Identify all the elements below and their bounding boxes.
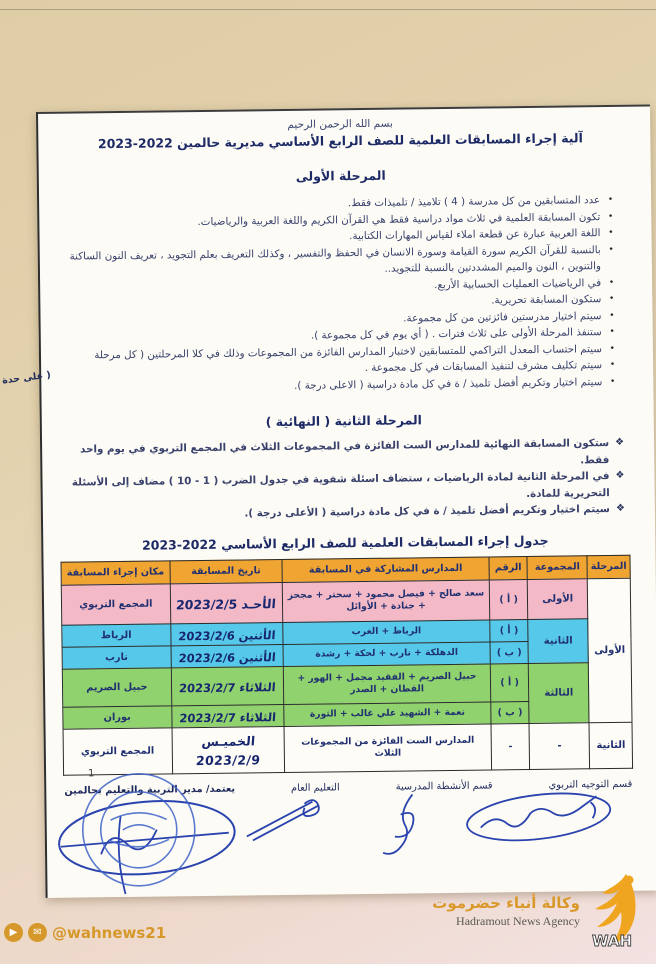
bullet-item: • بالنسبة للقرآن الكريم سورة القيامة وسورة الانسان في الحفظ والتفسير ، وكذلك التعريف بعلم التجويد ، تعريف النون الساكنة والتنوين ، النون والميم المشددتين بالنسبة للتجويد..: [66, 241, 614, 281]
agency-name-english: Hadramout News Agency: [456, 913, 580, 928]
label-guidance-dept: قسم التوجيه التربوي: [548, 778, 633, 791]
phase2-heading: المرحلة الثانية ( النهائية ): [265, 412, 422, 430]
phase2-bullet-list: [68, 435, 625, 524]
table-row: [61, 578, 630, 625]
date-cell: الثلاثاء 2023/2/7: [171, 704, 284, 727]
bullet-item: • سيتم اختيار مدرستين فائزتين من كل مجموعة.: [66, 307, 614, 330]
bullet-item: ❖ ستكون المسابقة النهائية للمدارس الست الفائزة في المجموعات الثلاث في المجمع التربوي في يوم واحد فقط.: [80, 436, 625, 466]
bullet-icon: •: [609, 376, 616, 387]
bullet-item: • سيتم تكليف مشرف لتنفيذ المسابقات في كل مجموعة .: [67, 357, 615, 380]
bullet-icon: •: [607, 211, 614, 222]
group-cell: الثالثة: [529, 662, 590, 723]
bullet-icon: •: [607, 194, 614, 206]
location-cell: الرباط: [62, 623, 171, 646]
handwritten-margin-note: على حدة ): [1, 369, 52, 387]
col-schools: المدارس المشاركة في المسابقة: [282, 556, 489, 582]
location-cell: المجمع التربوي: [63, 727, 172, 774]
row-number: ( ب ): [490, 641, 529, 663]
stage-cell: الأولى: [587, 578, 632, 723]
date-cell: الثلاثاء 2023/2/7: [171, 666, 284, 705]
signatures-area: [62, 789, 635, 882]
schools-cell: الرباط + الغرب: [283, 619, 490, 644]
date-cell: الأحـد 2023/2/5: [170, 582, 283, 623]
row-number: ( أ ): [489, 579, 528, 619]
row-number: -: [491, 723, 530, 769]
schools-cell: حبيل الصريم + الفقيد مجمل + الهور + القطان + الصدر: [283, 663, 490, 704]
bullet-item: • عدد المتسابقين من كل مدرسة ( 4 ) تلاميذ / تلميذات فقط.: [65, 192, 613, 215]
group-cell: الأولى: [528, 578, 588, 619]
agency-watermark: [432, 872, 648, 950]
group-cell: الثانية: [528, 618, 588, 663]
agency-name-arabic: وكالة أنباء حضرموت: [432, 893, 580, 912]
bullet-item: • سيتم احتساب المعدل التراكمي للمتسابقين لاختبار المدارس الفائزة من المجموعات وذلك في كلا المرحلتين ( كل مرحلة: [67, 340, 615, 363]
bullet-item: ❖ في المرحلة الثانية لمادة الرياضيات ، ستضاف اسئلة شفوية في جدول الضرب ( 1 - 10 ) مضاف إلى الأسئلة التحريرية للمادة.: [71, 469, 625, 500]
schools-cell: نعمة + الشهيد علي غالب + الثورة: [284, 701, 491, 726]
document-title: آلية إجراء المسابقات العلمية للصف الرابع الأساسي مديرية حالمين 2022-2023: [97, 130, 583, 152]
location-cell: بوران: [63, 705, 172, 728]
date-cell: الأثنين 2023/2/6: [171, 644, 284, 667]
phase1-bullet-list: [65, 192, 615, 397]
bullet-icon: •: [608, 293, 615, 305]
location-cell: المجمع التربوي: [61, 583, 170, 624]
col-date: تاريخ المسابقة: [170, 559, 283, 583]
page-number: 1: [88, 768, 95, 780]
approval-signature: [56, 794, 238, 894]
social-handle: @wahnews21: [52, 923, 167, 942]
schools-cell: سعد صالح + فيصل محمود + سحتر + مجحز + جنادة + الأوائل: [282, 579, 489, 622]
document-page: [36, 104, 656, 897]
agency-logo-text: WAH: [592, 932, 633, 950]
bullet-icon: •: [608, 227, 614, 239]
diamond-icon: ❖: [615, 436, 625, 448]
location-cell: حبيل الصريم: [62, 667, 171, 706]
label-activities-dept: قسم الأنشطة المدرسية: [395, 779, 493, 793]
bullet-icon: •: [608, 277, 615, 288]
table-row: [62, 662, 631, 707]
bullet-item: • ستنفذ المرحلة الأولى على ثلاث فترات . ( أي يوم في كل مجموعة ).: [67, 324, 615, 347]
table-row: [63, 722, 633, 775]
bullet-item: • اللغة العربية عبارة عن قطعة املاء لقياس المهارات الكتابية.: [65, 225, 613, 248]
scan-edge-line: [0, 9, 656, 10]
col-location: مكان إجراء المسابقة: [61, 560, 170, 584]
diamond-icon: ❖: [615, 502, 625, 514]
bullet-icon: •: [608, 244, 614, 255]
bullet-item: • تكون المسابقة العلمية في ثلاث مواد دراسية فقط هي القرآن الكريم واللغة العربية والرياضيات.: [65, 208, 613, 231]
bullet-item: ❖ سيتم اختيار وتكريم أفضل تلميذ / ة في كل مادة دراسية ( الأعلى درجة ).: [244, 502, 625, 520]
agency-names: [432, 894, 580, 929]
mail-icon: ✉: [28, 923, 47, 942]
bullet-item: • سيتم اختيار وتكريم أفضل تلميذ / ة في كل مادة دراسية ( الاعلى درجة ).: [67, 373, 615, 396]
schedule-table-title: جدول إجراء المسابقات العلمية للصف الرابع الأساسي 2022-2023: [141, 532, 549, 553]
date-cell: [172, 726, 285, 773]
date-day: الخميـس: [200, 733, 256, 750]
row-number: ( أ ): [490, 663, 529, 701]
phase1-heading: المرحلة الأولى: [295, 167, 386, 184]
date-cell: الأثنين 2023/2/6: [170, 622, 283, 645]
col-number: الرقم: [489, 556, 528, 579]
label-general-education: التعليم العام: [290, 781, 340, 794]
signature-guidance: [464, 786, 613, 847]
date-number: 2023/2/9: [195, 752, 262, 769]
schedule-table: [60, 554, 633, 775]
col-group: المجموعة: [527, 555, 587, 579]
bullet-icon: •: [609, 310, 615, 321]
agency-bird-icon: [586, 872, 648, 950]
row-number: ( أ ): [490, 619, 529, 641]
diamond-icon: ❖: [615, 469, 625, 481]
schools-cell: الدهلكة + نارب + لحكة + رشدة: [283, 641, 490, 666]
location-cell: نارب: [62, 645, 171, 668]
signature-activities: [382, 794, 414, 854]
schools-cell: المدارس الست الفائزة من المجموعات الثلاث: [284, 723, 491, 772]
play-icon: ▶: [4, 923, 23, 942]
signature-general-edu: [246, 800, 319, 840]
bismillah-text: بسم الله الرحمن الرحيم: [287, 117, 394, 131]
bullet-icon: •: [609, 326, 615, 338]
group-cell: -: [529, 722, 589, 769]
bullet-item: • في الرياضيات العمليات الحسابية الأربع.: [66, 274, 614, 297]
stage-cell: الثانية: [589, 722, 632, 769]
row-number: ( ب ): [491, 701, 530, 723]
col-stage: المرحلة: [587, 555, 630, 579]
bullet-item: • ستكون المسابقة تحريرية.: [66, 291, 614, 314]
social-bar: [4, 923, 166, 942]
label-approval-director: يعتمد/ مدير التربية والتعليم بحالمين: [64, 783, 236, 797]
bullet-icon: •: [609, 343, 615, 354]
bullet-icon: •: [609, 359, 616, 371]
